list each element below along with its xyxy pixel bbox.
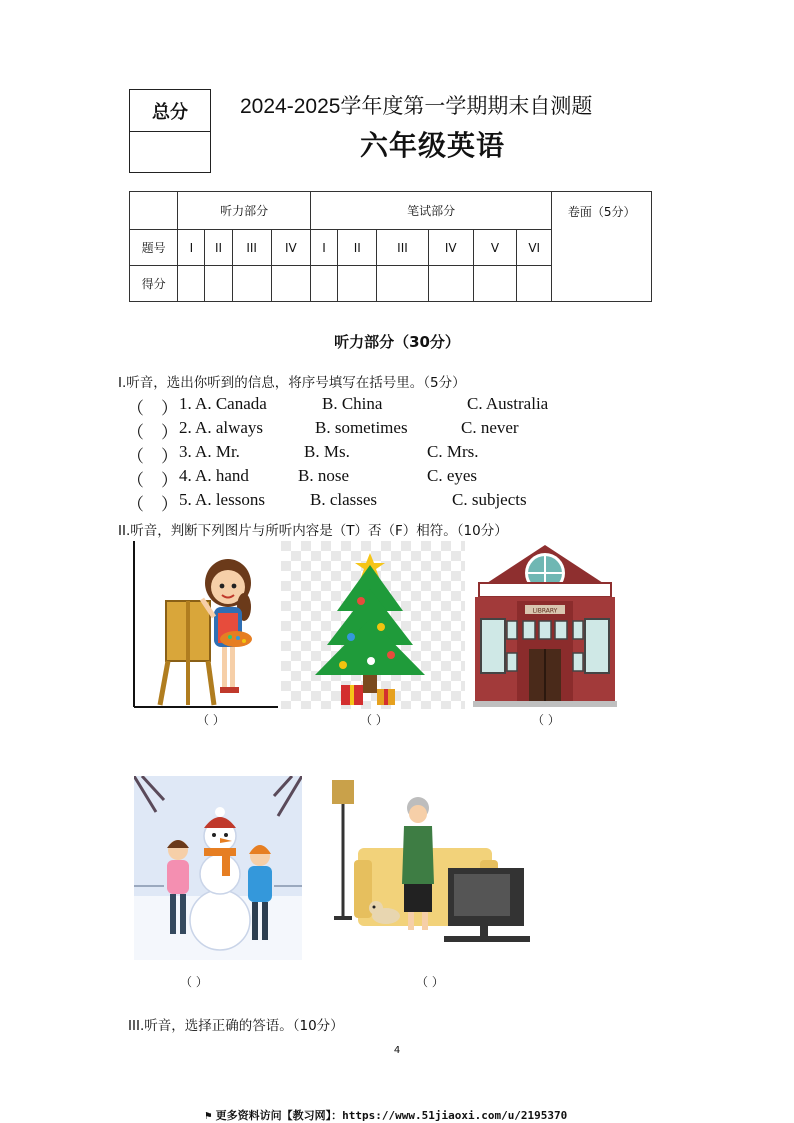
score-cell[interactable] xyxy=(428,266,473,302)
written-col: II xyxy=(338,230,377,266)
christmas-tree-icon xyxy=(281,541,465,709)
option-b: B. nose xyxy=(298,466,349,485)
question-number-label: 题号 xyxy=(130,230,178,266)
score-cell[interactable] xyxy=(310,266,337,302)
neatness-header: 卷面（5分） xyxy=(552,192,652,302)
written-col: VI xyxy=(517,230,552,266)
option-c: C. subjects xyxy=(452,490,527,509)
option-a: 5. A. lessons xyxy=(179,490,265,509)
listening-part-header: 听力部分 xyxy=(178,192,311,230)
answer-paren[interactable]: （ ） xyxy=(127,399,178,418)
option-a: 3. A. Mr. xyxy=(179,442,240,461)
total-score-label: 总分 xyxy=(130,90,210,132)
answer-blank[interactable]: （ ） xyxy=(360,713,388,727)
score-cell[interactable] xyxy=(178,266,205,302)
part3-heading: III.听音，选择正确的答语。（10分） xyxy=(128,1018,344,1034)
answer-blank[interactable]: （ ） xyxy=(197,713,225,727)
footer xyxy=(205,1107,567,1123)
written-col: III xyxy=(377,230,428,266)
option-c: C. Mrs. xyxy=(427,442,479,461)
painting-girl-icon xyxy=(132,541,280,709)
score-cell[interactable] xyxy=(271,266,310,302)
written-col: V xyxy=(473,230,516,266)
score-cell[interactable] xyxy=(205,266,232,302)
option-c: C. never xyxy=(461,418,519,437)
score-cell[interactable] xyxy=(232,266,271,302)
listening-section-title: 听力部分（30分） xyxy=(334,333,460,351)
score-cell[interactable] xyxy=(473,266,516,302)
listening-col: IV xyxy=(271,230,310,266)
exam-title: 2024-2025学年度第一学期期末自测题 xyxy=(240,95,593,118)
option-b: B. sometimes xyxy=(315,418,408,437)
answer-paren[interactable]: （ ） xyxy=(127,471,178,490)
option-b: B. classes xyxy=(310,490,378,509)
part1-heading: I.听音，选出你听到的信息，将序号填写在括号里。（5分） xyxy=(118,375,466,391)
answer-blank[interactable]: （ ） xyxy=(180,975,208,989)
answer-paren[interactable]: （ ） xyxy=(127,423,178,442)
grandma-living-room-icon xyxy=(330,776,532,954)
option-c: C. eyes xyxy=(427,466,478,485)
answer-blank[interactable]: （ ） xyxy=(416,975,444,989)
score-row-label: 得分 xyxy=(130,266,178,302)
flag-icon: ⚑ xyxy=(205,1108,212,1122)
footer-link[interactable]: 更多资料访问【教习网】：https://www.51jiaoxi.com/u/2195370 xyxy=(215,1109,568,1122)
score-cell[interactable] xyxy=(338,266,377,302)
answer-blank[interactable]: （ ） xyxy=(532,713,560,727)
written-part-header: 笔试部分 xyxy=(310,192,551,230)
answer-paren[interactable]: （ ） xyxy=(127,447,178,466)
written-col: IV xyxy=(428,230,473,266)
listening-col: III xyxy=(232,230,271,266)
exam-subtitle: 六年级英语 xyxy=(360,129,506,162)
score-table xyxy=(129,191,652,302)
part2-heading: II.听音，判断下列图片与所听内容是（T）否（F）相符。（10分） xyxy=(118,523,508,539)
option-c: C. Australia xyxy=(467,394,549,413)
listening-col: II xyxy=(205,230,232,266)
library-sign-text: LIBRARY xyxy=(532,607,558,615)
written-col: I xyxy=(310,230,337,266)
listening-col: I xyxy=(178,230,205,266)
snowman-kids-icon xyxy=(134,776,302,960)
option-a: 2. A. always xyxy=(179,418,264,437)
answer-paren[interactable]: （ ） xyxy=(127,495,178,514)
option-b: B. Ms. xyxy=(304,442,350,461)
page-number: 4 xyxy=(393,1045,401,1056)
option-a: 1. A. Canada xyxy=(179,394,267,413)
option-b: B. China xyxy=(322,394,383,413)
score-cell[interactable] xyxy=(377,266,428,302)
option-a: 4. A. hand xyxy=(179,466,249,485)
score-cell[interactable] xyxy=(517,266,552,302)
library-building-icon xyxy=(471,541,619,707)
total-score-box xyxy=(129,89,211,173)
